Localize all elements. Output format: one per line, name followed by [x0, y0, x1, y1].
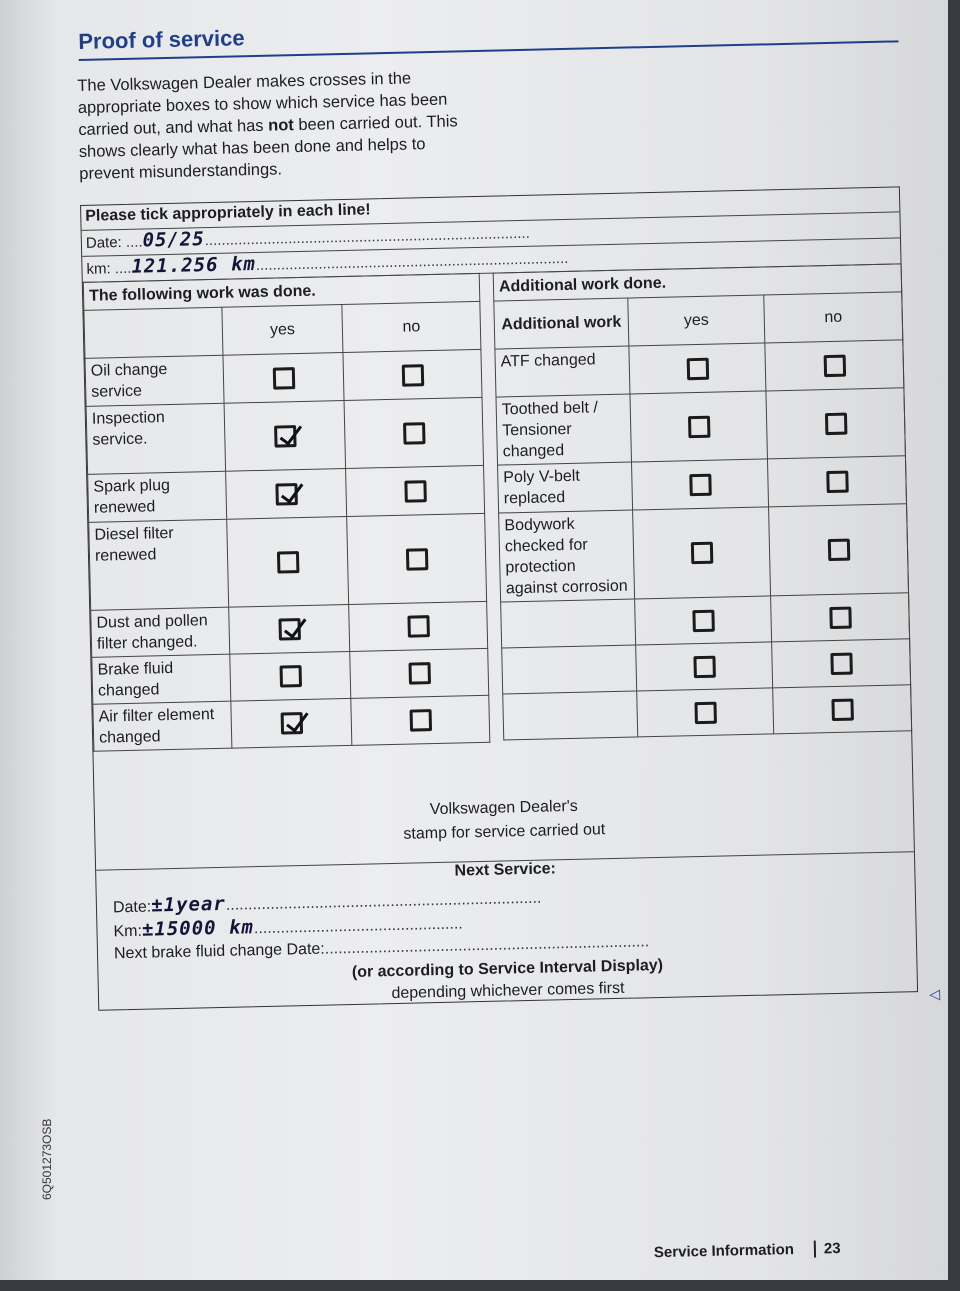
work-done-label: Spark plug renewed: [88, 471, 227, 522]
yes-checkbox[interactable]: [278, 618, 300, 640]
date-line: Date: ....05/25..............................................................................: [85, 224, 530, 252]
service-form: [80, 186, 918, 1010]
date-label: Date:: [85, 234, 122, 252]
page-title: Proof of service: [78, 25, 245, 54]
date-value: 05/25: [142, 228, 205, 252]
additional-work-row: [499, 504, 909, 602]
additional-work-title: Additional work done.: [493, 264, 902, 301]
no-checkbox[interactable]: [823, 354, 845, 376]
additional-work-yes-cell: [633, 507, 771, 599]
additional-work-label: Toothed belt / Tensioner changed: [496, 394, 632, 465]
blank-header: [84, 307, 223, 358]
yes-checkbox[interactable]: [279, 665, 301, 687]
no-checkbox[interactable]: [829, 606, 851, 628]
yes-checkbox[interactable]: [275, 483, 297, 505]
yes-checkbox[interactable]: [687, 415, 709, 437]
no-checkbox[interactable]: [408, 662, 430, 684]
yes-checkbox[interactable]: [693, 655, 715, 677]
additional-work-label: [501, 599, 636, 648]
intro-text: [77, 66, 479, 185]
additional-work-label: ATF changed: [495, 346, 630, 397]
additional-work-yes-cell: [630, 391, 768, 462]
work-done-yes-cell: [226, 469, 347, 520]
yes-checkbox[interactable]: [280, 712, 302, 734]
work-done-yes-cell: [223, 353, 344, 404]
additional-work-row: [503, 685, 912, 740]
stamp-line2: stamp for service carried out: [403, 821, 606, 843]
yes-checkbox[interactable]: [272, 367, 294, 389]
additional-work-no-cell: [766, 388, 906, 459]
next-service-title: Next Service:: [454, 860, 557, 880]
additional-work-no-cell: [765, 340, 904, 391]
work-done-no-cell: [343, 349, 482, 400]
yes-header: yes: [222, 305, 343, 356]
work-done-no-cell: [349, 601, 488, 651]
no-checkbox[interactable]: [830, 652, 852, 674]
work-done-table: [83, 273, 491, 752]
next-brake-label: Next brake fluid change Date:: [113, 940, 325, 963]
next-km-label: Km:: [113, 922, 143, 941]
work-done-row: [93, 695, 490, 751]
no-checkbox[interactable]: [824, 412, 846, 434]
no-checkbox[interactable]: [831, 698, 853, 720]
work-done-yes-cell: [224, 401, 346, 472]
triangle-marker-icon: ◁: [929, 985, 941, 1002]
next-brake-line: Next brake fluid change Date:.........................................................................: [113, 933, 650, 963]
additional-work-label: [503, 691, 638, 740]
side-code: 6Q501273OSB: [40, 1118, 54, 1200]
additional-work-header: Additional work: [494, 298, 629, 349]
next-date-value: ±1year: [150, 892, 227, 917]
intro-part1: The Volkswagen Dealer makes crosses in the appropriate boxes to show which service has been carried out, and what has: [77, 69, 448, 139]
no-checkbox[interactable]: [404, 480, 426, 502]
km-value: 121.256 km: [131, 252, 257, 278]
work-done-no-cell: [350, 648, 489, 698]
next-date-label: Date:: [112, 898, 152, 917]
work-done-title: The following work was done.: [83, 273, 480, 310]
page-footer: [654, 1240, 841, 1261]
no-checkbox[interactable]: [401, 364, 423, 386]
additional-work-no-cell: [769, 504, 909, 596]
next-note: depending whichever comes first: [391, 979, 625, 1003]
no-checkbox[interactable]: [403, 422, 425, 444]
additional-work-label: Bodywork checked for protection against corrosion: [499, 510, 635, 602]
work-done-row: [86, 397, 483, 474]
work-done-label: Diesel filter renewed: [89, 519, 229, 610]
yes-checkbox[interactable]: [692, 609, 714, 631]
additional-work-yes-cell: [635, 596, 772, 645]
yes-checkbox[interactable]: [694, 701, 716, 723]
additional-work-no-cell: [772, 639, 911, 688]
work-done-label: Inspection service.: [86, 403, 226, 474]
next-km-value: ±15000 km: [141, 916, 255, 941]
yes-checkbox[interactable]: [690, 542, 712, 564]
work-done-label: Brake fluid changed: [92, 654, 231, 704]
work-done-yes-cell: [227, 516, 349, 607]
page-number: 23: [814, 1240, 841, 1258]
work-done-no-cell: [347, 513, 487, 604]
no-header: no: [342, 301, 481, 352]
next-km-line: Km:±15000 km...............................................: [113, 915, 463, 941]
no-checkbox[interactable]: [827, 539, 849, 561]
yes-checkbox[interactable]: [276, 551, 298, 573]
dealer-stamp-area: [95, 787, 914, 854]
additional-work-yes-cell: [637, 688, 774, 737]
additional-work-row: [496, 388, 905, 465]
additional-work-yes-cell: [629, 343, 766, 394]
additional-work-yes-cell: [636, 642, 773, 691]
work-done-no-cell: [351, 695, 490, 745]
no-checkbox[interactable]: [407, 615, 429, 637]
no-header: no: [764, 292, 903, 343]
work-done-label: Air filter element changed: [93, 701, 232, 751]
work-done-label: Dust and pollen filter changed.: [91, 607, 230, 657]
stamp-line1: Volkswagen Dealer's: [429, 797, 579, 819]
work-done-label: Oil change service: [85, 355, 224, 406]
footer-section: Service Information: [653, 1241, 795, 1262]
no-checkbox[interactable]: [409, 709, 431, 731]
next-note-bold: (or according to Service Interval Display): [351, 956, 664, 981]
additional-work-yes-cell: [632, 459, 769, 510]
work-done-yes-cell: [229, 604, 350, 654]
intro-part2: been carried out. This shows clearly what has been done and helps to prevent misunderstandings.: [78, 112, 458, 183]
additional-work-no-cell: [771, 593, 910, 642]
work-done-no-cell: [346, 465, 485, 516]
km-line: km: ....121.256 km...........................................................................: [86, 249, 569, 278]
work-done-no-cell: [344, 397, 484, 468]
yes-checkbox[interactable]: [274, 425, 296, 447]
yes-header: yes: [628, 295, 765, 346]
km-label: km:: [86, 260, 111, 278]
form-instruction: Please tick appropriately in each line!: [85, 201, 371, 225]
work-done-yes-cell: [230, 651, 351, 701]
additional-work-label: [502, 645, 637, 694]
intro-bold: not: [267, 116, 295, 135]
no-checkbox[interactable]: [405, 548, 427, 570]
yes-checkbox[interactable]: [686, 357, 708, 379]
additional-work-label: Poly V-belt replaced: [498, 462, 633, 513]
work-done-row: [89, 513, 487, 610]
additional-work-table: [493, 263, 913, 740]
next-date-line: Date:±1year.......................................................................: [112, 889, 542, 917]
additional-work-no-cell: [773, 685, 912, 734]
work-done-yes-cell: [231, 698, 352, 748]
yes-checkbox[interactable]: [689, 473, 711, 495]
no-checkbox[interactable]: [826, 470, 848, 492]
additional-work-no-cell: [767, 456, 906, 507]
